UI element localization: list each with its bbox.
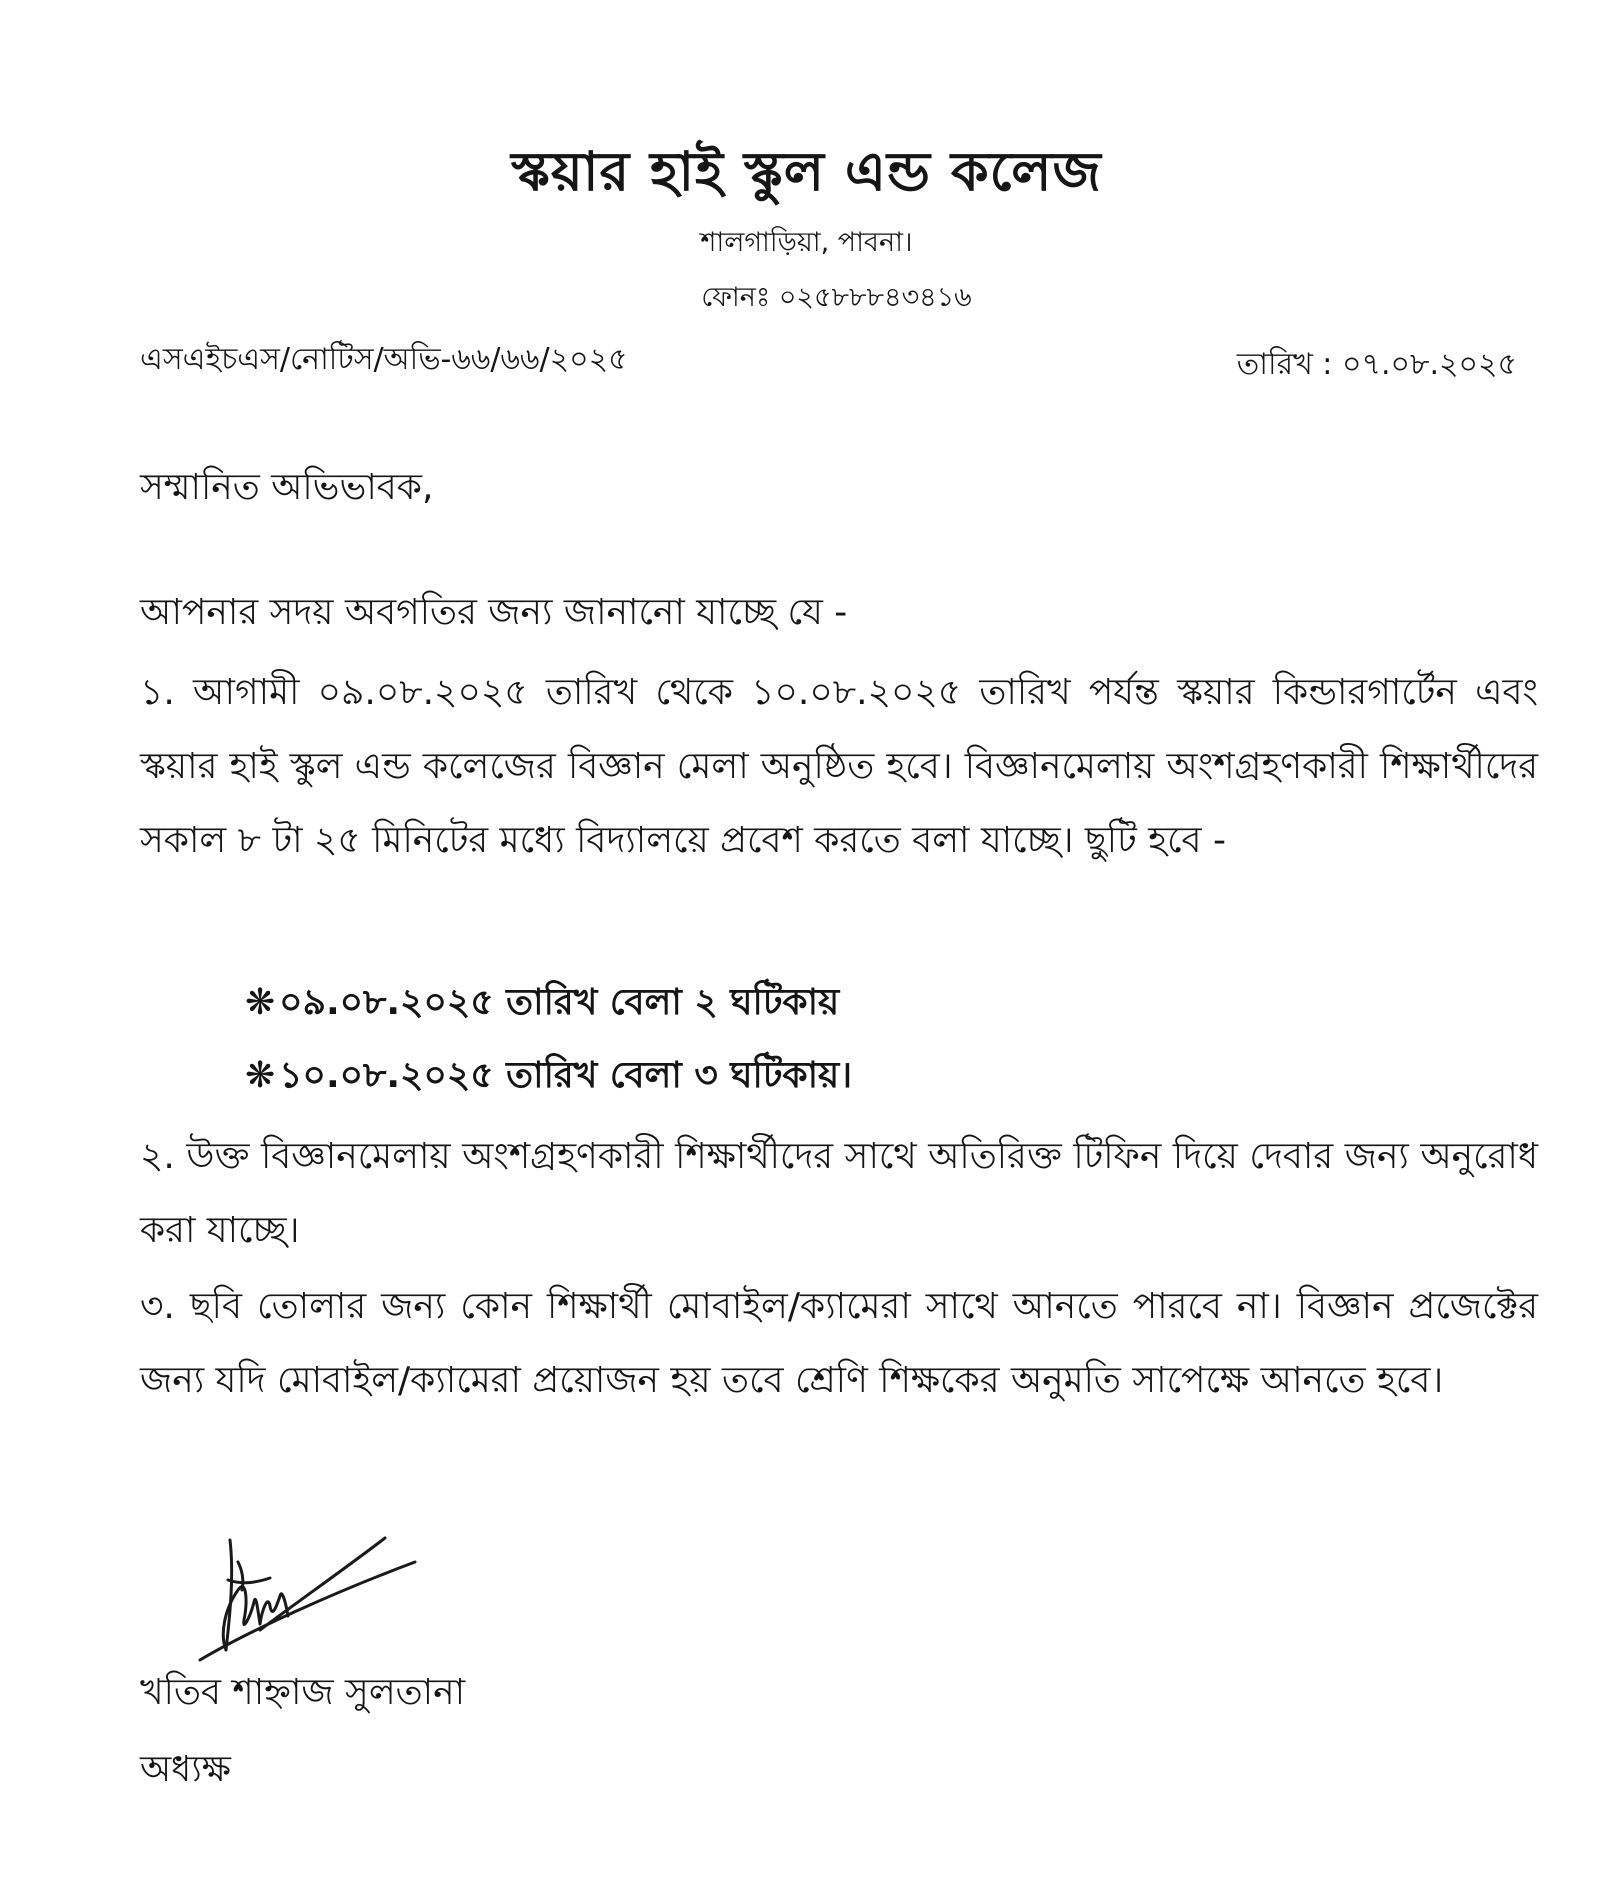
salutation: সম্মানিত অভিভাবক,: [140, 467, 434, 508]
point-2-paragraph: ২. উক্ত বিজ্ঞানমেলায় অংশগ্রহণকারী শিক্ষার্থীদের সাথে অতিরিক্ত টিফিন দিয়ে দেবার জন্য অনুরোধ করা যাচ্ছে।: [140, 1136, 1538, 1251]
point-3-paragraph: ৩. ছবি তোলার জন্য কোন শিক্ষার্থী মোবাইল/ক্যামেরা সাথে আনতে পারবে না। বিজ্ঞান প্রজেক্টের জন্য যদি মোবাইল/ক্যামেরা প্রয়োজন হয় তবে শ্রেণি শিক্ষকের অনুমতি সাপেক্ষে আনতে হবে।: [140, 1286, 1538, 1401]
signatory-name: খতিব শাহ্নাজ সুলতানা: [140, 1672, 466, 1713]
schedule-item-text: ০৯.০৮.২০২৫ তারিখ বেলা ২ ঘটিকায়: [279, 982, 840, 1023]
notice-date: তারিখ : ০৭.০৮.২০২৫: [1236, 347, 1517, 382]
institution-name: স্কয়ার হাই স্কুল এন্ড কলেজ: [511, 140, 1102, 203]
flower-bullet-icon: ❋: [245, 982, 276, 1023]
schedule-item: [245, 1048, 852, 1108]
schedule-item: [245, 975, 839, 1035]
signatory-title: অধ্যক্ষ: [140, 1749, 231, 1790]
flower-bullet-icon: ❋: [245, 1055, 276, 1096]
institution-address: শালগাড়িয়া, পাবনা।: [700, 227, 913, 258]
point-1-paragraph: ১. আগামী ০৯.০৮.২০২৫ তারিখ থেকে ১০.০৮.২০২৫ তারিখ পর্যন্ত স্কয়ার কিন্ডারগার্টেন এবং স্কয়ার হাই স্কুল এন্ড কলেজের বিজ্ঞান মেলা অনুষ্ঠিত হবে। বিজ্ঞানমেলায় অংশগ্রহণকারী শিক্ষার্থীদের সকাল ৮ টা ২৫ মিনিটের মধ্যে বিদ্যালয়ে প্রবেশ করতে বলা যাচ্ছে। ছুটি হবে -: [140, 672, 1538, 861]
handwritten-signature: [190, 1520, 430, 1670]
reference-number: এসএইচএস/নোটিস/অভি-৬৬/৬৬/২০২৫: [140, 342, 628, 377]
schedule-item-text: ১০.০৮.২০২৫ তারিখ বেলা ৩ ঘটিকায়।: [279, 1055, 853, 1096]
intro-line: আপনার সদয় অবগতির জন্য জানানো যাচ্ছে যে -: [140, 592, 848, 633]
institution-phone: ফোনঃ ০২৫৮৮৮৪৩৪১৬: [701, 282, 972, 313]
